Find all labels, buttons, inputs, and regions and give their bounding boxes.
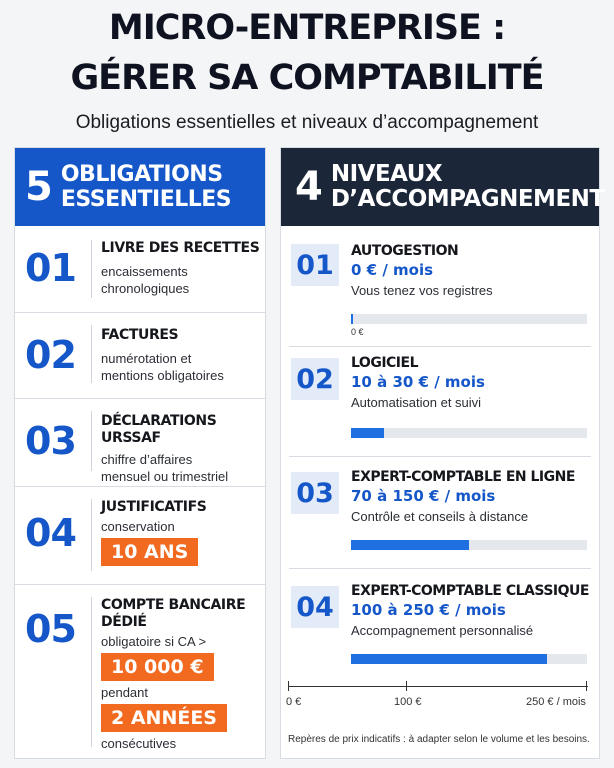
divider <box>91 240 92 298</box>
duration-badge: 10 ANS <box>101 538 198 566</box>
obligations-count: 5 <box>25 164 53 210</box>
obligation-desc: numérotation et mentions obligatoires <box>101 351 224 383</box>
divider <box>91 499 92 571</box>
level-number: 02 <box>291 358 339 400</box>
level-desc: Vous tenez vos registres <box>351 283 493 298</box>
levels-count: 4 <box>295 164 323 210</box>
level-price: 10 à 30 € / mois <box>351 373 485 391</box>
obligations-header <box>15 148 265 226</box>
price-bar <box>351 428 587 438</box>
levels-header <box>281 148 605 226</box>
level-title: AUTOGESTION <box>351 243 459 259</box>
price-bar-fill <box>351 540 469 550</box>
axis-tick <box>586 681 587 691</box>
obligations-heading-line1: OBLIGATIONS <box>60 162 223 187</box>
levels-panel <box>280 147 605 759</box>
years-badge: 2 ANNÉES <box>101 704 227 732</box>
obligation-item <box>15 398 265 486</box>
levels-heading-line1: NIVEAUX <box>330 161 443 187</box>
obligation-number: 02 <box>25 333 76 377</box>
level-desc: Automatisation et suivi <box>351 395 482 410</box>
price-note: Repères de prix indicatifs : à adapter selon le volume et les besoins. <box>288 734 590 745</box>
level-price: 0 € / mois <box>351 261 434 279</box>
divider <box>91 411 92 471</box>
price-bar <box>351 654 587 664</box>
price-bar-fill <box>351 314 353 324</box>
axis-label-100: 100 € <box>394 696 422 708</box>
obligation-desc-3: consécutives <box>101 736 177 751</box>
price-bar-fill <box>351 654 547 664</box>
page-subtitle: Obligations essentielles et niveaux d’accompagnement <box>75 112 539 133</box>
levels-heading-line2: D’ACCOMPAGNEMENT <box>330 186 605 212</box>
obligations-heading <box>61 162 231 212</box>
level-price: 100 à 250 € / mois <box>351 601 506 619</box>
level-item <box>281 582 599 686</box>
obligation-desc: encaissements chronologiques <box>101 264 190 296</box>
level-title: EXPERT-COMPTABLE CLASSIQUE <box>351 583 589 599</box>
level-item <box>281 354 599 458</box>
page-title <box>0 8 614 98</box>
obligation-title: COMPTE BANCAIRE DÉDIÉ <box>101 597 246 630</box>
obligation-title: LIVRE DES RECETTES <box>101 240 260 256</box>
obligation-desc: conservation <box>101 519 175 534</box>
obligation-item <box>15 584 265 758</box>
title-line-2: GÉRER SA COMPTABILITÉ <box>70 58 544 98</box>
obligation-desc-2: pendant <box>101 685 148 700</box>
obligations-heading-line2: ESSENTIELLES <box>60 187 232 212</box>
axis-tick <box>288 681 289 691</box>
axis-tick <box>406 681 407 691</box>
obligations-panel <box>14 147 266 759</box>
price-bar <box>351 314 587 324</box>
level-title: EXPERT-COMPTABLE EN LIGNE <box>351 469 575 485</box>
obligation-item <box>15 228 265 312</box>
price-bar <box>351 540 587 550</box>
obligation-item <box>15 486 265 584</box>
separator <box>289 568 591 569</box>
level-price: 70 à 150 € / mois <box>351 487 496 505</box>
separator <box>289 456 591 457</box>
divider <box>91 597 92 747</box>
level-number: 03 <box>291 472 339 514</box>
axis-label-0: 0 € <box>286 696 302 708</box>
level-item <box>281 468 599 572</box>
title-line-1: MICRO-ENTREPRISE : <box>108 8 506 48</box>
obligation-number: 05 <box>25 607 76 651</box>
level-desc: Accompagnement personnalisé <box>351 623 534 638</box>
bar-zero-label: 0 € <box>351 327 364 337</box>
threshold-badge: 10 000 € <box>101 653 214 681</box>
obligation-number: 01 <box>25 246 76 290</box>
obligation-number: 03 <box>25 419 76 463</box>
level-item <box>281 240 599 344</box>
axis-label-250: 250 € / mois <box>526 696 586 708</box>
price-axis <box>286 686 588 708</box>
obligation-title: FACTURES <box>101 327 179 343</box>
price-bar-fill <box>351 428 384 438</box>
obligation-item <box>15 312 265 398</box>
obligation-desc: chiffre d’affaires mensuel ou trimestriel <box>101 452 229 484</box>
obligation-desc: obligatoire si CA > <box>101 634 207 649</box>
level-title: LOGICIEL <box>351 355 418 371</box>
levels-heading <box>331 162 605 212</box>
level-number: 01 <box>291 244 339 286</box>
level-desc: Contrôle et conseils à distance <box>351 509 529 524</box>
level-number: 04 <box>291 586 339 628</box>
obligation-title: JUSTIFICATIFS <box>101 499 207 515</box>
divider <box>91 325 92 383</box>
obligation-title: DÉCLARATIONS URSSAF <box>101 413 217 446</box>
obligation-number: 04 <box>25 511 76 555</box>
separator <box>289 346 591 347</box>
